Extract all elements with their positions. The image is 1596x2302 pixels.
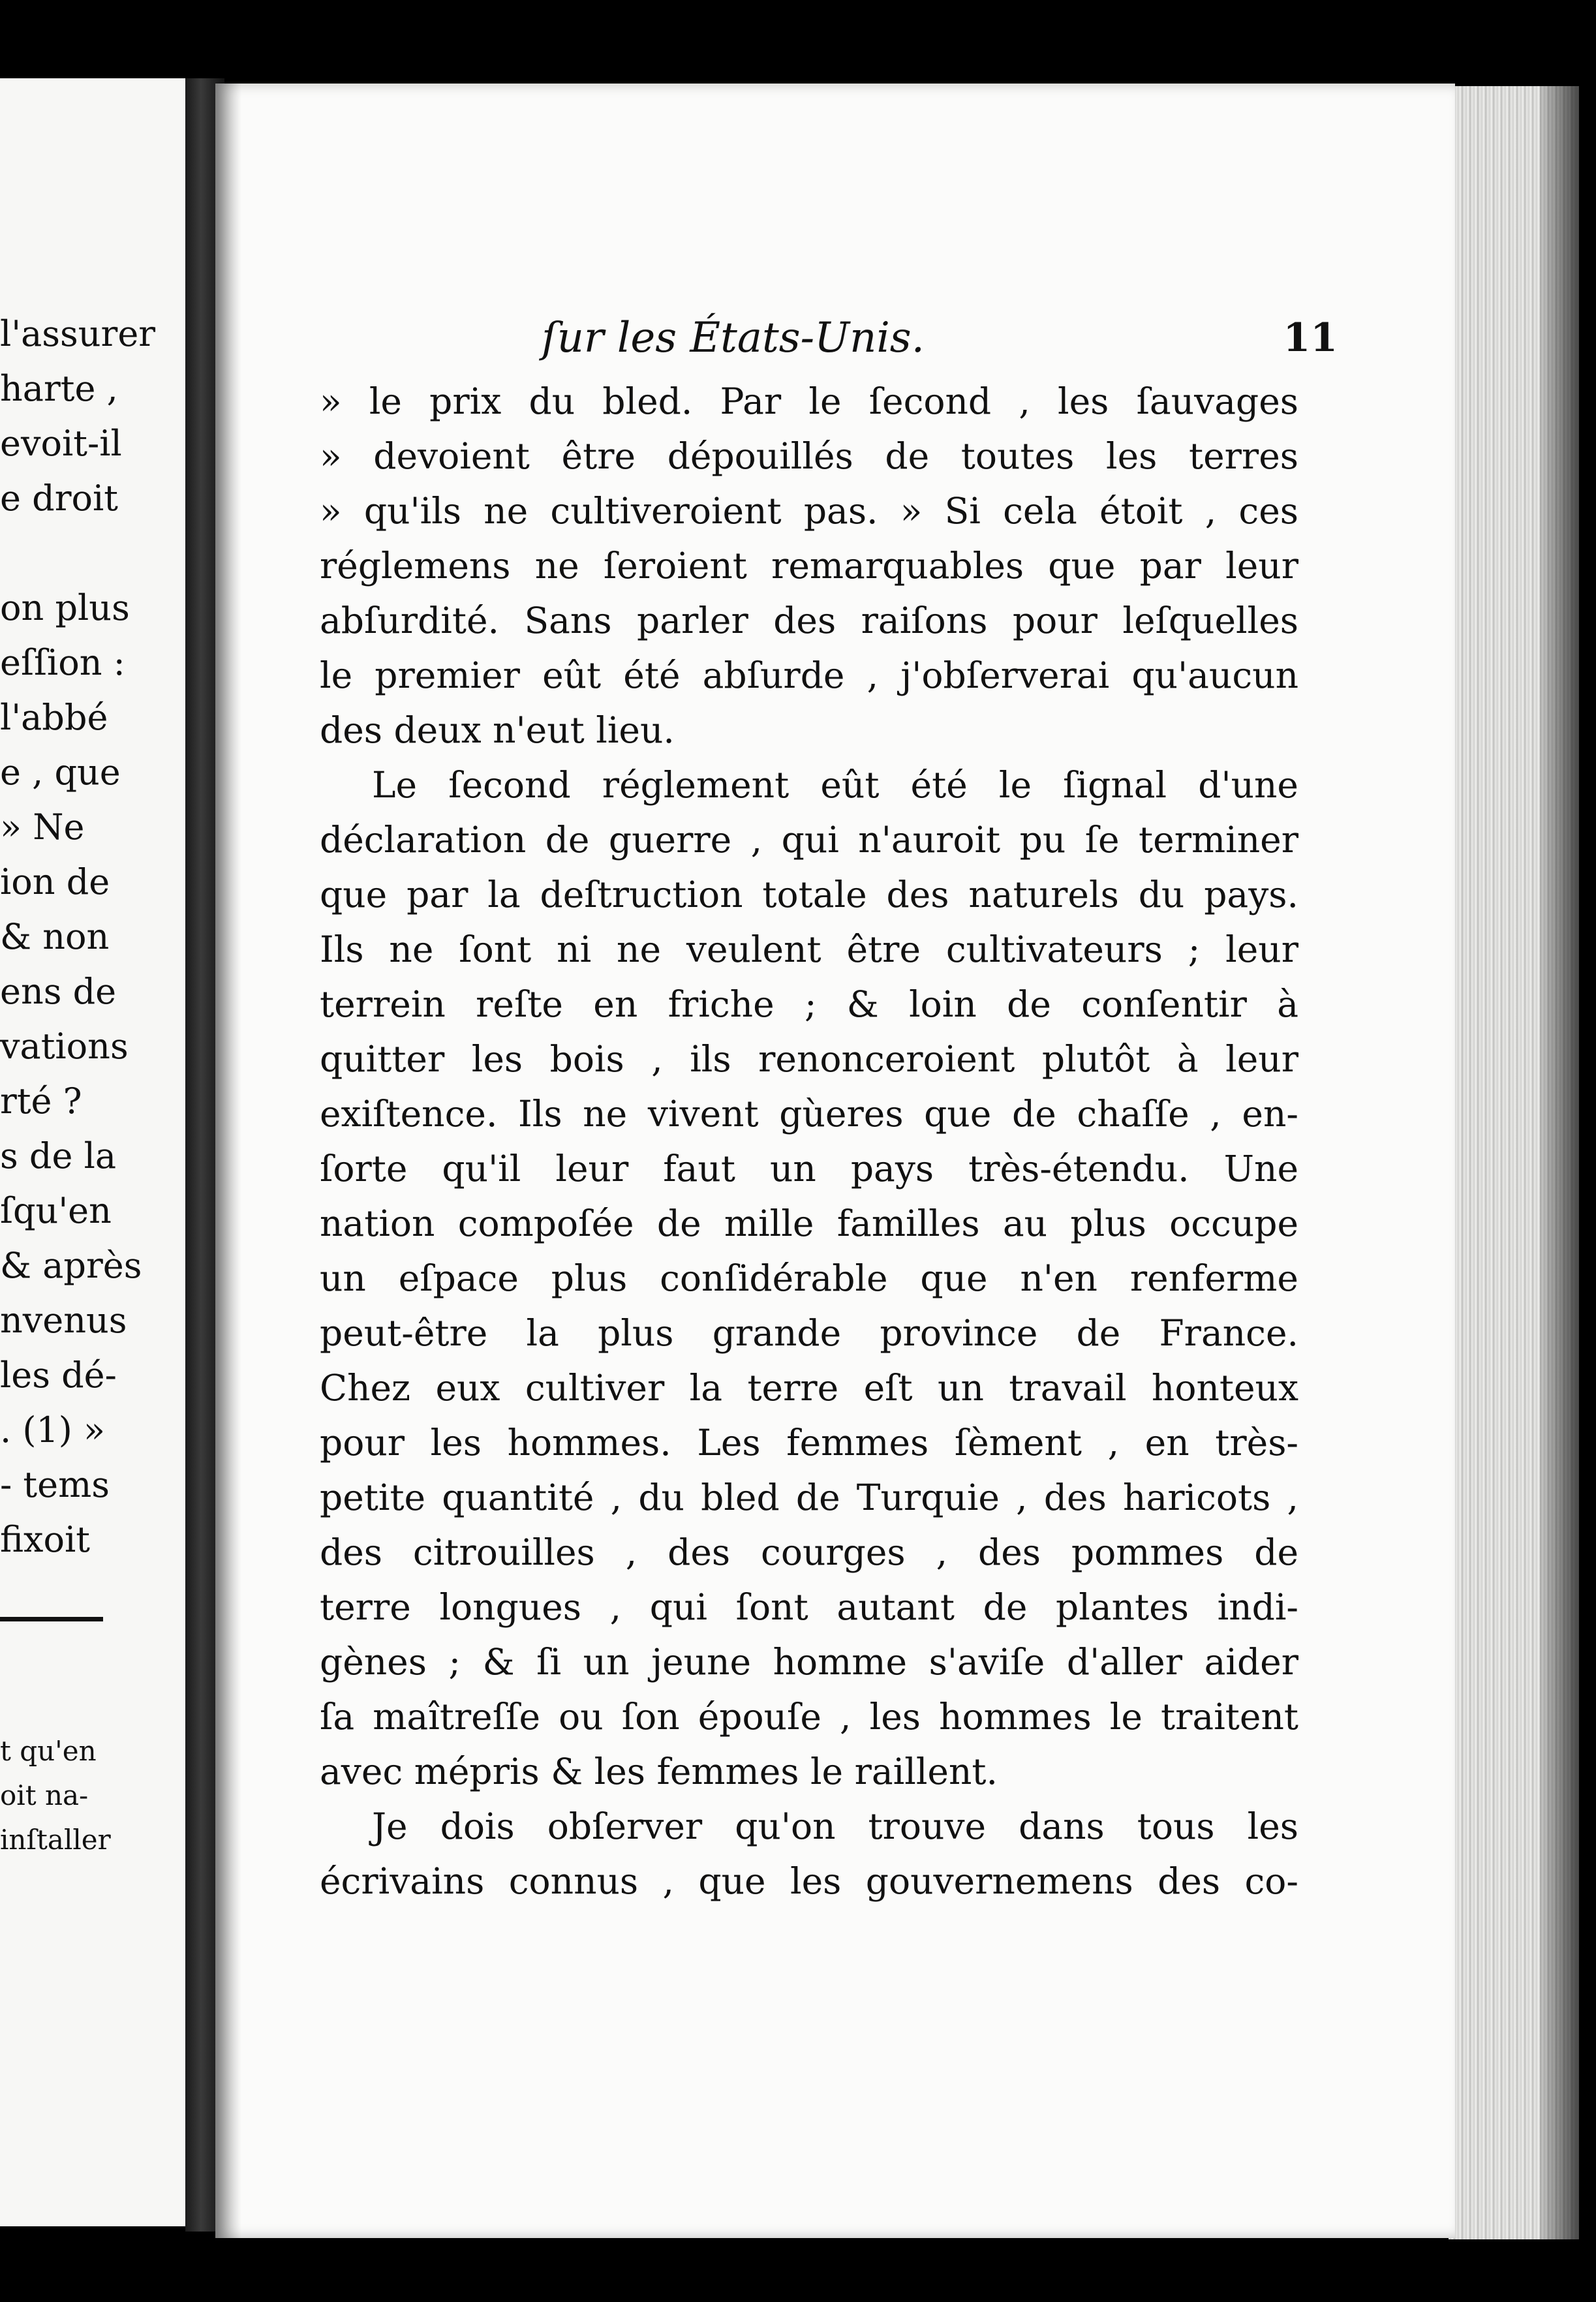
page-edges <box>1449 86 1579 2239</box>
text-line: quitter les bois , ils renonceroient plutôt à leur <box>320 1038 1298 1080</box>
text-line: des citrouilles , des courges , des pommes de <box>320 1531 1298 1573</box>
previous-page-line: evoit-il <box>0 423 122 464</box>
page-header <box>215 305 1455 371</box>
previous-page-line: s de la <box>0 1135 117 1176</box>
text-line: terrein reſte en friche ; & loin de conſentir à <box>320 983 1298 1025</box>
previous-page-line: ſqu'en <box>0 1190 112 1231</box>
text-line: écrivains connus , que les gouvernemens des co- <box>320 1860 1298 1902</box>
text-line: nation compoſée de mille familles au plus occupe <box>320 1203 1298 1244</box>
previous-page-line: ens de <box>0 971 117 1012</box>
previous-page-line: vations <box>0 1026 129 1067</box>
text-line: ſorte qu'il leur faut un pays très-étendu. Une <box>320 1148 1298 1189</box>
body-text <box>320 374 1298 1909</box>
text-line: Chez eux cultiver la terre eſt un travail honteux <box>320 1367 1298 1409</box>
previous-page-line: l'abbé <box>0 697 108 738</box>
previous-page-line: rté ? <box>0 1081 82 1122</box>
page-number: 11 <box>1283 315 1338 361</box>
previous-page-footnote-line: inſtaller <box>0 1824 111 1856</box>
current-page <box>215 84 1455 2238</box>
text-line: pour les hommes. Les femmes ſèment , en très- <box>320 1422 1298 1464</box>
previous-page-line: e droit <box>0 478 118 519</box>
previous-page-footnote-line: t qu'en <box>0 1735 97 1767</box>
text-line: ſa maîtreſſe ou ſon épouſe , les hommes le traitent <box>320 1696 1298 1738</box>
text-line: réglemens ne ſeroient remarquables que par leur <box>320 545 1298 587</box>
text-line: peut-être la plus grande province de France. <box>320 1312 1298 1354</box>
text-line: » qu'ils ne cultiveroient pas. » Si cela étoit , ces <box>320 490 1298 532</box>
text-line: un eſpace plus conſidérable que n'en renferme <box>320 1257 1298 1299</box>
previous-page <box>0 78 191 2226</box>
previous-page-line: eſſion : <box>0 642 125 683</box>
previous-page-line: & non <box>0 916 110 957</box>
previous-page-line: les dé- <box>0 1355 117 1396</box>
text-line: avec mépris & les femmes le raillent. <box>320 1751 998 1792</box>
text-line: » devoient être dépouillés de toutes les terres <box>320 435 1298 477</box>
text-line: gènes ; & ſi un jeune homme s'aviſe d'aller aider <box>320 1641 1298 1683</box>
previous-page-line: e , que <box>0 752 121 793</box>
previous-page-line: & après <box>0 1245 142 1286</box>
text-line: exiſtence. Ils ne vivent gùeres que de chaſſe , en- <box>320 1093 1298 1135</box>
previous-page-line: ion de <box>0 861 110 902</box>
text-line: déclaration de guerre , qui n'auroit pu ſe terminer <box>320 819 1298 861</box>
text-line: » le prix du bled. Par le ſecond , les ſauvages <box>320 380 1298 422</box>
spine-shadow <box>215 84 241 2238</box>
previous-page-line: harte , <box>0 368 118 409</box>
running-title: ſur les États-Unis. <box>542 314 925 362</box>
previous-page-line: on plus <box>0 587 130 628</box>
previous-page-line: l'assurer <box>0 313 156 354</box>
previous-page-line: fixoit <box>0 1519 90 1560</box>
text-line: Le ſecond réglement eût été le ſignal d'une <box>372 764 1298 806</box>
previous-page-line: nvenus <box>0 1300 127 1341</box>
text-line: que par la deſtruction totale des naturels du pays. <box>320 874 1298 915</box>
text-line: le premier eût été abſurde , j'obſerverai qu'aucun <box>320 654 1298 696</box>
text-line: abſurdité. Sans parler des raiſons pour leſquelles <box>320 600 1298 641</box>
previous-page-line: . (1) » <box>0 1409 106 1450</box>
previous-page-line: » Ne <box>0 806 85 848</box>
previous-page-footnote-line: oit na- <box>0 1779 89 1811</box>
text-line: Ils ne ſont ni ne veulent être cultivateurs ; leur <box>320 928 1298 970</box>
text-line: Je dois obſerver qu'on trouve dans tous les <box>372 1805 1298 1847</box>
previous-page-line: - tems <box>0 1464 110 1505</box>
footnote-rule <box>0 1617 103 1621</box>
text-line: des deux n'eut lieu. <box>320 709 675 751</box>
text-line: petite quantité , du bled de Turquie , des haricots , <box>320 1477 1298 1518</box>
text-line: terre longues , qui ſont autant de plantes indi- <box>320 1586 1298 1628</box>
